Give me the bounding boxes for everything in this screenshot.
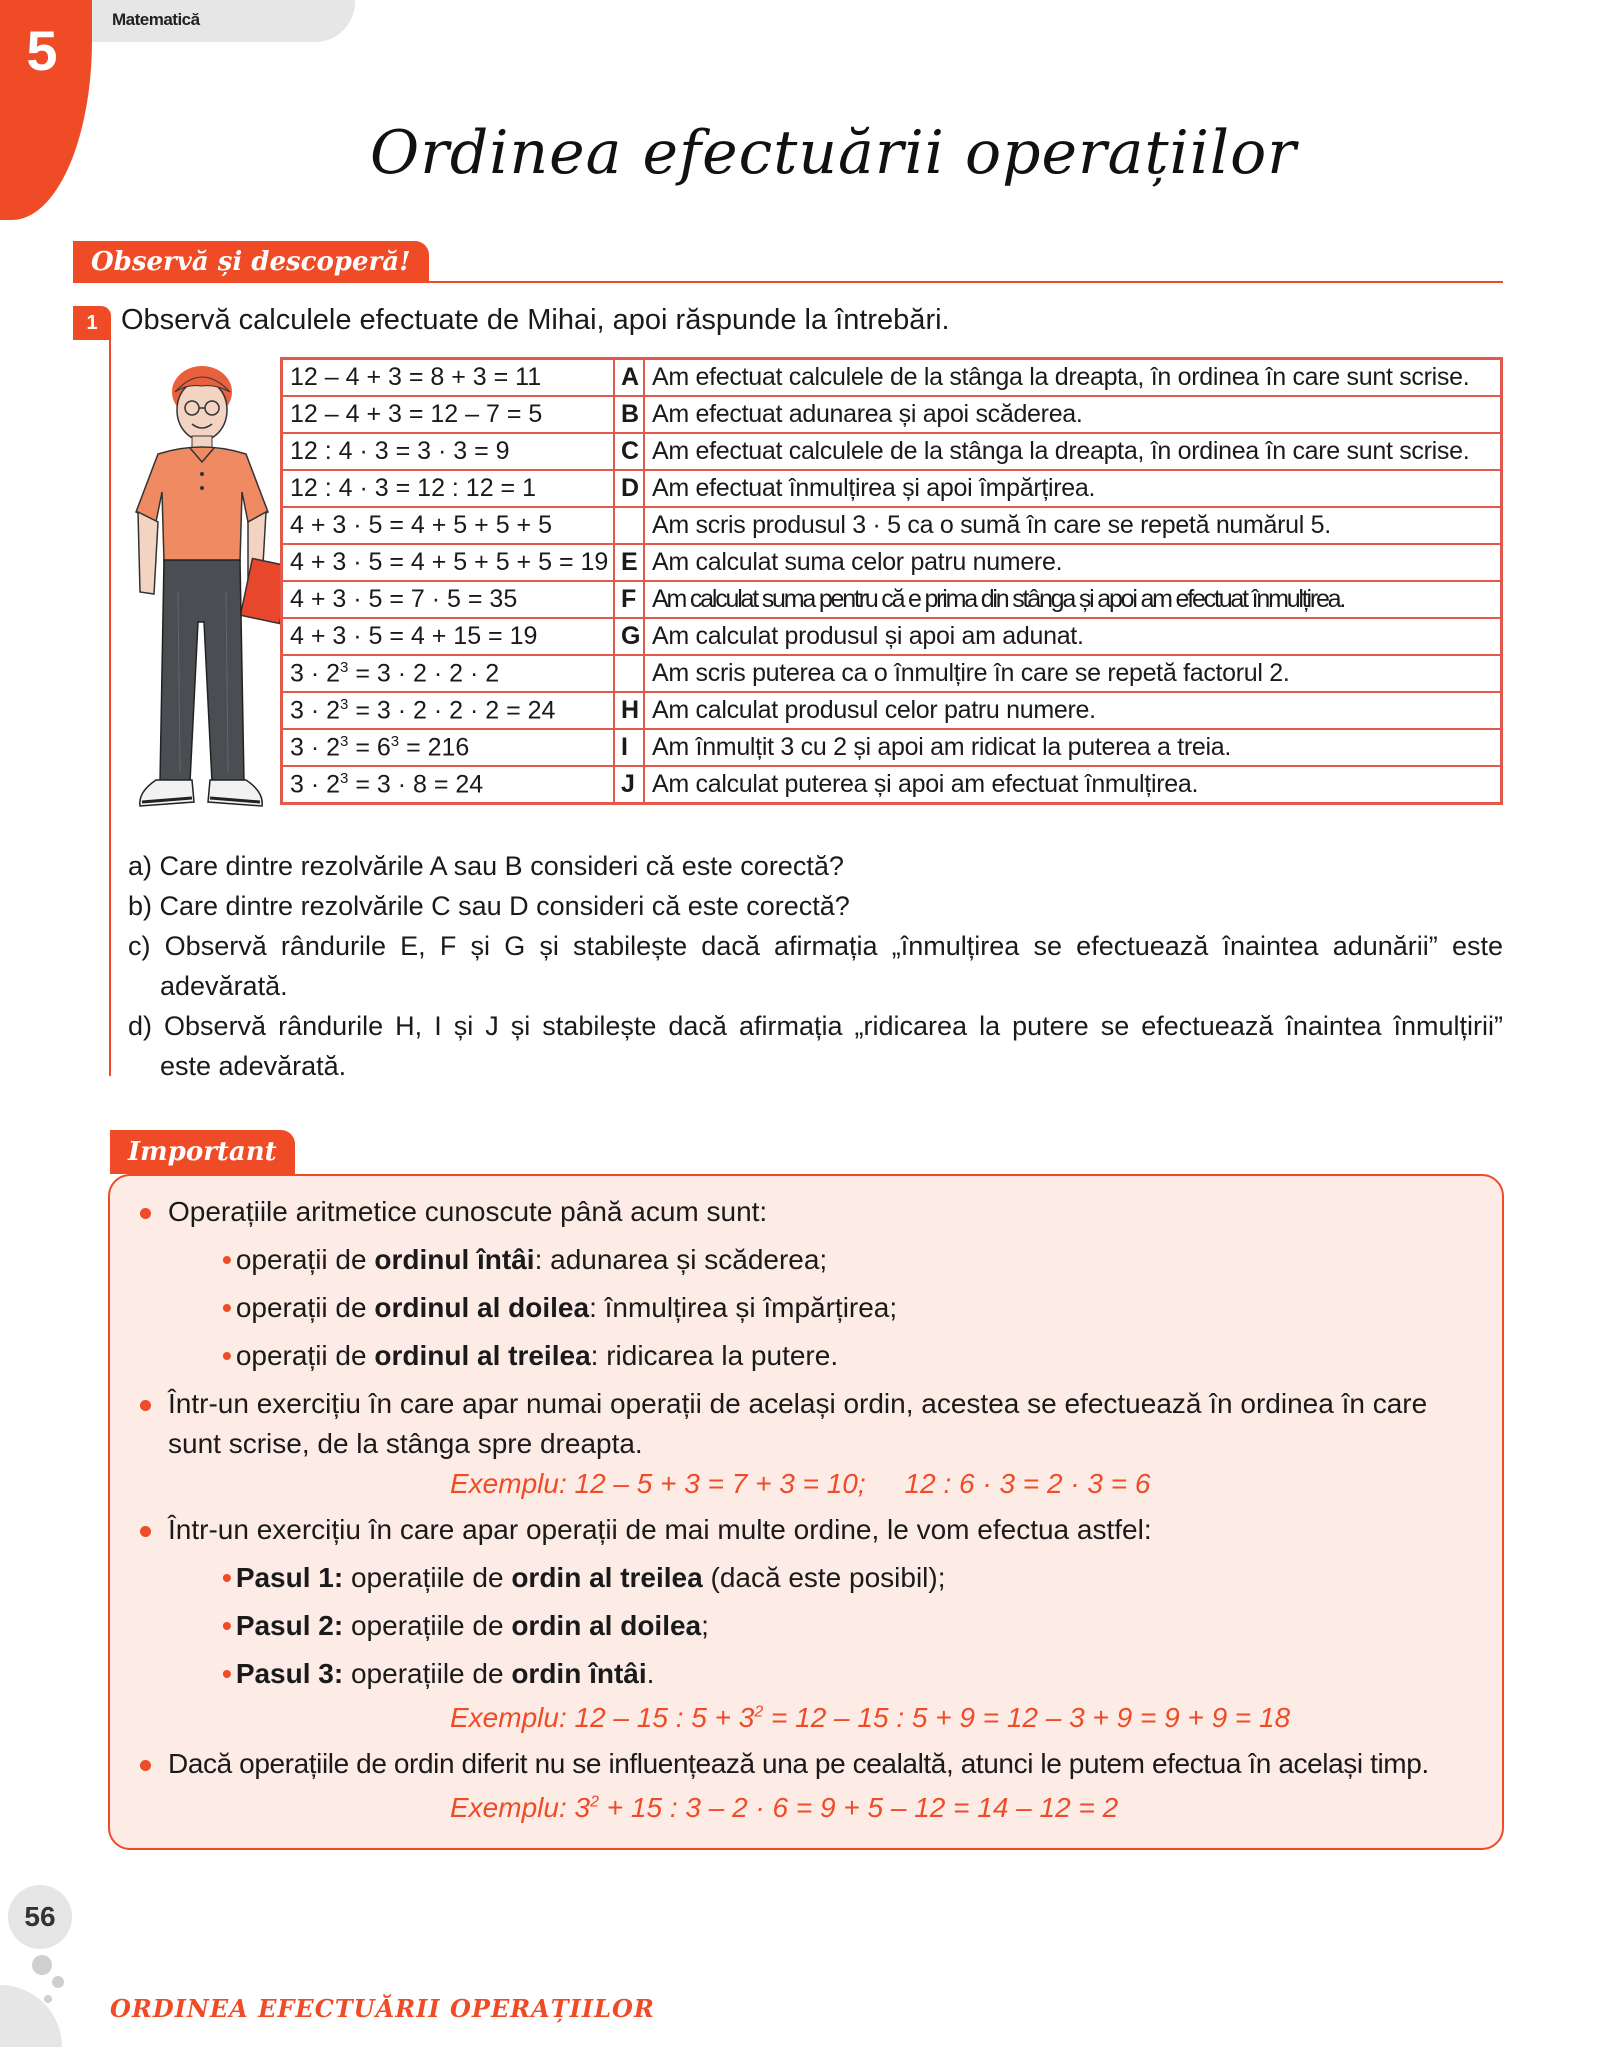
- question-c-cont: adevărată.: [160, 971, 288, 1001]
- table-row: [282, 655, 1502, 692]
- important-label: Important: [110, 1130, 295, 1174]
- table-row: [282, 396, 1502, 433]
- exercise-margin-line: [109, 340, 111, 1076]
- important-point-1: Operațiile aritmetice cunoscute până acum sunt:: [168, 1196, 768, 1227]
- row-expression: 4 + 3 · 5 = 4 + 5 + 5 + 5 = 19: [282, 544, 615, 581]
- row-description: Am calculat produsul celor patru numere.: [644, 692, 1502, 729]
- running-title: ORDINEA EFECTUĂRII OPERAȚIILOR: [110, 1994, 655, 2023]
- row-letter: F: [614, 581, 644, 618]
- row-description: Am efectuat înmulțirea și apoi împărțirea.: [644, 470, 1502, 507]
- row-expression: $3 \cdot 2^3 = 6^3 = 216$: [282, 729, 615, 766]
- subject-label: Matematică: [112, 10, 200, 29]
- row-description: Am efectuat calculele de la stânga la dreapta, în ordinea în care sunt scrise.: [644, 433, 1502, 470]
- row-description: Am înmulțit 3 cu 2 și apoi am ridicat la puterea a treia.: [644, 729, 1502, 766]
- decor-dot: [44, 1995, 52, 2003]
- row-letter: [614, 507, 644, 544]
- row-expression: 4 + 3 · 5 = 4 + 5 + 5 + 5: [282, 507, 615, 544]
- row-letter: D: [614, 470, 644, 507]
- row-letter: C: [614, 433, 644, 470]
- order-item: • operații de ordinul al treilea: ridicarea la putere.: [222, 1340, 839, 1371]
- row-letter: H: [614, 692, 644, 729]
- row-description: Am scris produsul 3 · 5 ca o sumă în care se repetă numărul 5.: [644, 507, 1502, 544]
- row-expression: 12 – 4 + 3 = 12 – 7 = 5: [282, 396, 615, 433]
- question-a: a) Care dintre rezolvările A sau B consideri că este corectă?: [128, 851, 844, 881]
- row-description: Am calculat suma celor patru numere.: [644, 544, 1502, 581]
- calculations-table: [280, 357, 1503, 805]
- example-2: Exemplu: 12 – 15 : $5 + 3^2 = 12 - 15$ : 5 + 9 = 12 – 3 + 9 = 9 + 9 = 18: [450, 1702, 1291, 1733]
- row-letter: E: [614, 544, 644, 581]
- step-item: • Pasul 2: operațiile de ordin al doilea;: [222, 1610, 709, 1641]
- page-number: 56: [8, 1885, 72, 1949]
- row-expression: 12 – 4 + 3 = 8 + 3 = 11: [282, 359, 615, 397]
- table-row: [282, 766, 1502, 804]
- table-row: [282, 507, 1502, 544]
- section-label: Observă și descoperă!: [73, 241, 429, 283]
- row-letter: I: [614, 729, 644, 766]
- row-letter: [614, 655, 644, 692]
- order-item: • operații de ordinul întâi: adunarea și scăderea;: [222, 1244, 828, 1275]
- exercise-prompt: Observă calculele efectuate de Mihai, apoi răspunde la întrebări.: [121, 304, 950, 336]
- important-point-4: Dacă operațiile de ordin diferit nu se influențează una pe cealaltă, atunci le putem efectua în același timp.: [168, 1748, 1429, 1779]
- row-letter: J: [614, 766, 644, 804]
- chapter-number: 5: [26, 19, 58, 82]
- example-1: Exemplu: 12 – 5 + 3 = 7 + 3 = 10; 12 : 6 · 3 = 2 · 3 = 6: [450, 1468, 1151, 1499]
- bullet-icon: [140, 1526, 151, 1537]
- bullet-icon: [140, 1208, 151, 1219]
- exercise-number: 1: [73, 306, 111, 340]
- important-point-3: Într-un exercițiu în care apar operații de mai multe ordine, le vom efectua astfel:: [168, 1514, 1152, 1545]
- row-description: Am efectuat adunarea și apoi scăderea.: [644, 396, 1502, 433]
- row-letter: B: [614, 396, 644, 433]
- row-description: Am calculat produsul și apoi am adunat.: [644, 618, 1502, 655]
- bullet-icon: [140, 1400, 151, 1411]
- row-description: Am calculat puterea și apoi am efectuat înmulțirea.: [644, 766, 1502, 804]
- question-d: d) Observă rândurile H, I și J și stabilește dacă afirmația „ridicarea la putere se efectuează înaintea înmulțirii”: [128, 1011, 1503, 1041]
- example-3: Exemplu: $3^2 + 15$ : 3 – 2 · 6 = 9 + 5 – 12 = 14 – 12 = 2: [450, 1792, 1119, 1823]
- row-letter: G: [614, 618, 644, 655]
- boy-illustration: [120, 362, 280, 827]
- row-expression: 4 + 3 · 5 = 4 + 15 = 19: [282, 618, 615, 655]
- step-item: • Pasul 1: operațiile de ordin al treilea (dacă este posibil);: [222, 1562, 946, 1593]
- important-point-2-cont: sunt scrise, de la stânga spre dreapta.: [168, 1428, 643, 1459]
- table-row: [282, 618, 1502, 655]
- row-description: Am calculat suma pentru că e prima din stânga și apoi am efectuat înmulțirea.: [644, 581, 1502, 618]
- order-item: • operații de ordinul al doilea: înmulțirea și împărțirea;: [222, 1292, 898, 1323]
- row-letter: A: [614, 359, 644, 397]
- question-c: c) Observă rândurile E, F și G și stabilește dacă afirmația „înmulțirea se efectuează înaintea adunării” este: [128, 931, 1503, 961]
- question-b: b) Care dintre rezolvările C sau D consideri că este corectă?: [128, 891, 850, 921]
- row-expression: 12 : 4 · 3 = 3 · 3 = 9: [282, 433, 615, 470]
- row-expression: 12 : 4 · 3 = 12 : 12 = 1: [282, 470, 615, 507]
- important-point-2: Într-un exercițiu în care apar numai operații de același ordin, acestea se efectuează în ordinea în care: [168, 1388, 1428, 1419]
- row-expression: 4 + 3 · 5 = 7 · 5 = 35: [282, 581, 615, 618]
- section-divider: [73, 281, 1503, 283]
- corner-decoration: [0, 1985, 62, 2047]
- table-row: [282, 544, 1502, 581]
- decor-dot: [32, 1955, 52, 1975]
- page-title: Ordinea efectuării operațiilor: [370, 118, 1297, 188]
- row-expression: $3 \cdot 2^3 = 3 \cdot 2 \cdot 2 \cdot 2$: [282, 655, 615, 692]
- table-row: [282, 692, 1502, 729]
- table-row: [282, 359, 1502, 397]
- step-item: • Pasul 3: operațiile de ordin întâi.: [222, 1658, 655, 1689]
- questions-block: [128, 846, 1503, 1086]
- row-expression: $3 \cdot 2^3 = 3 \cdot 8 = 24$: [282, 766, 615, 804]
- table-row: [282, 470, 1502, 507]
- decor-dot: [52, 1976, 64, 1988]
- question-d-cont: este adevărată.: [160, 1051, 347, 1081]
- row-description: Am scris puterea ca o înmulțire în care se repetă factorul 2.: [644, 655, 1502, 692]
- row-description: Am efectuat calculele de la stânga la dreapta, în ordinea în care sunt scrise.: [644, 359, 1502, 397]
- table-row: [282, 729, 1502, 766]
- table-row: [282, 433, 1502, 470]
- table-row: [282, 581, 1502, 618]
- bullet-icon: [140, 1760, 151, 1771]
- row-expression: $3 \cdot 2^3 = 3 \cdot 2 \cdot 2 \cdot 2 = 24$: [282, 692, 615, 729]
